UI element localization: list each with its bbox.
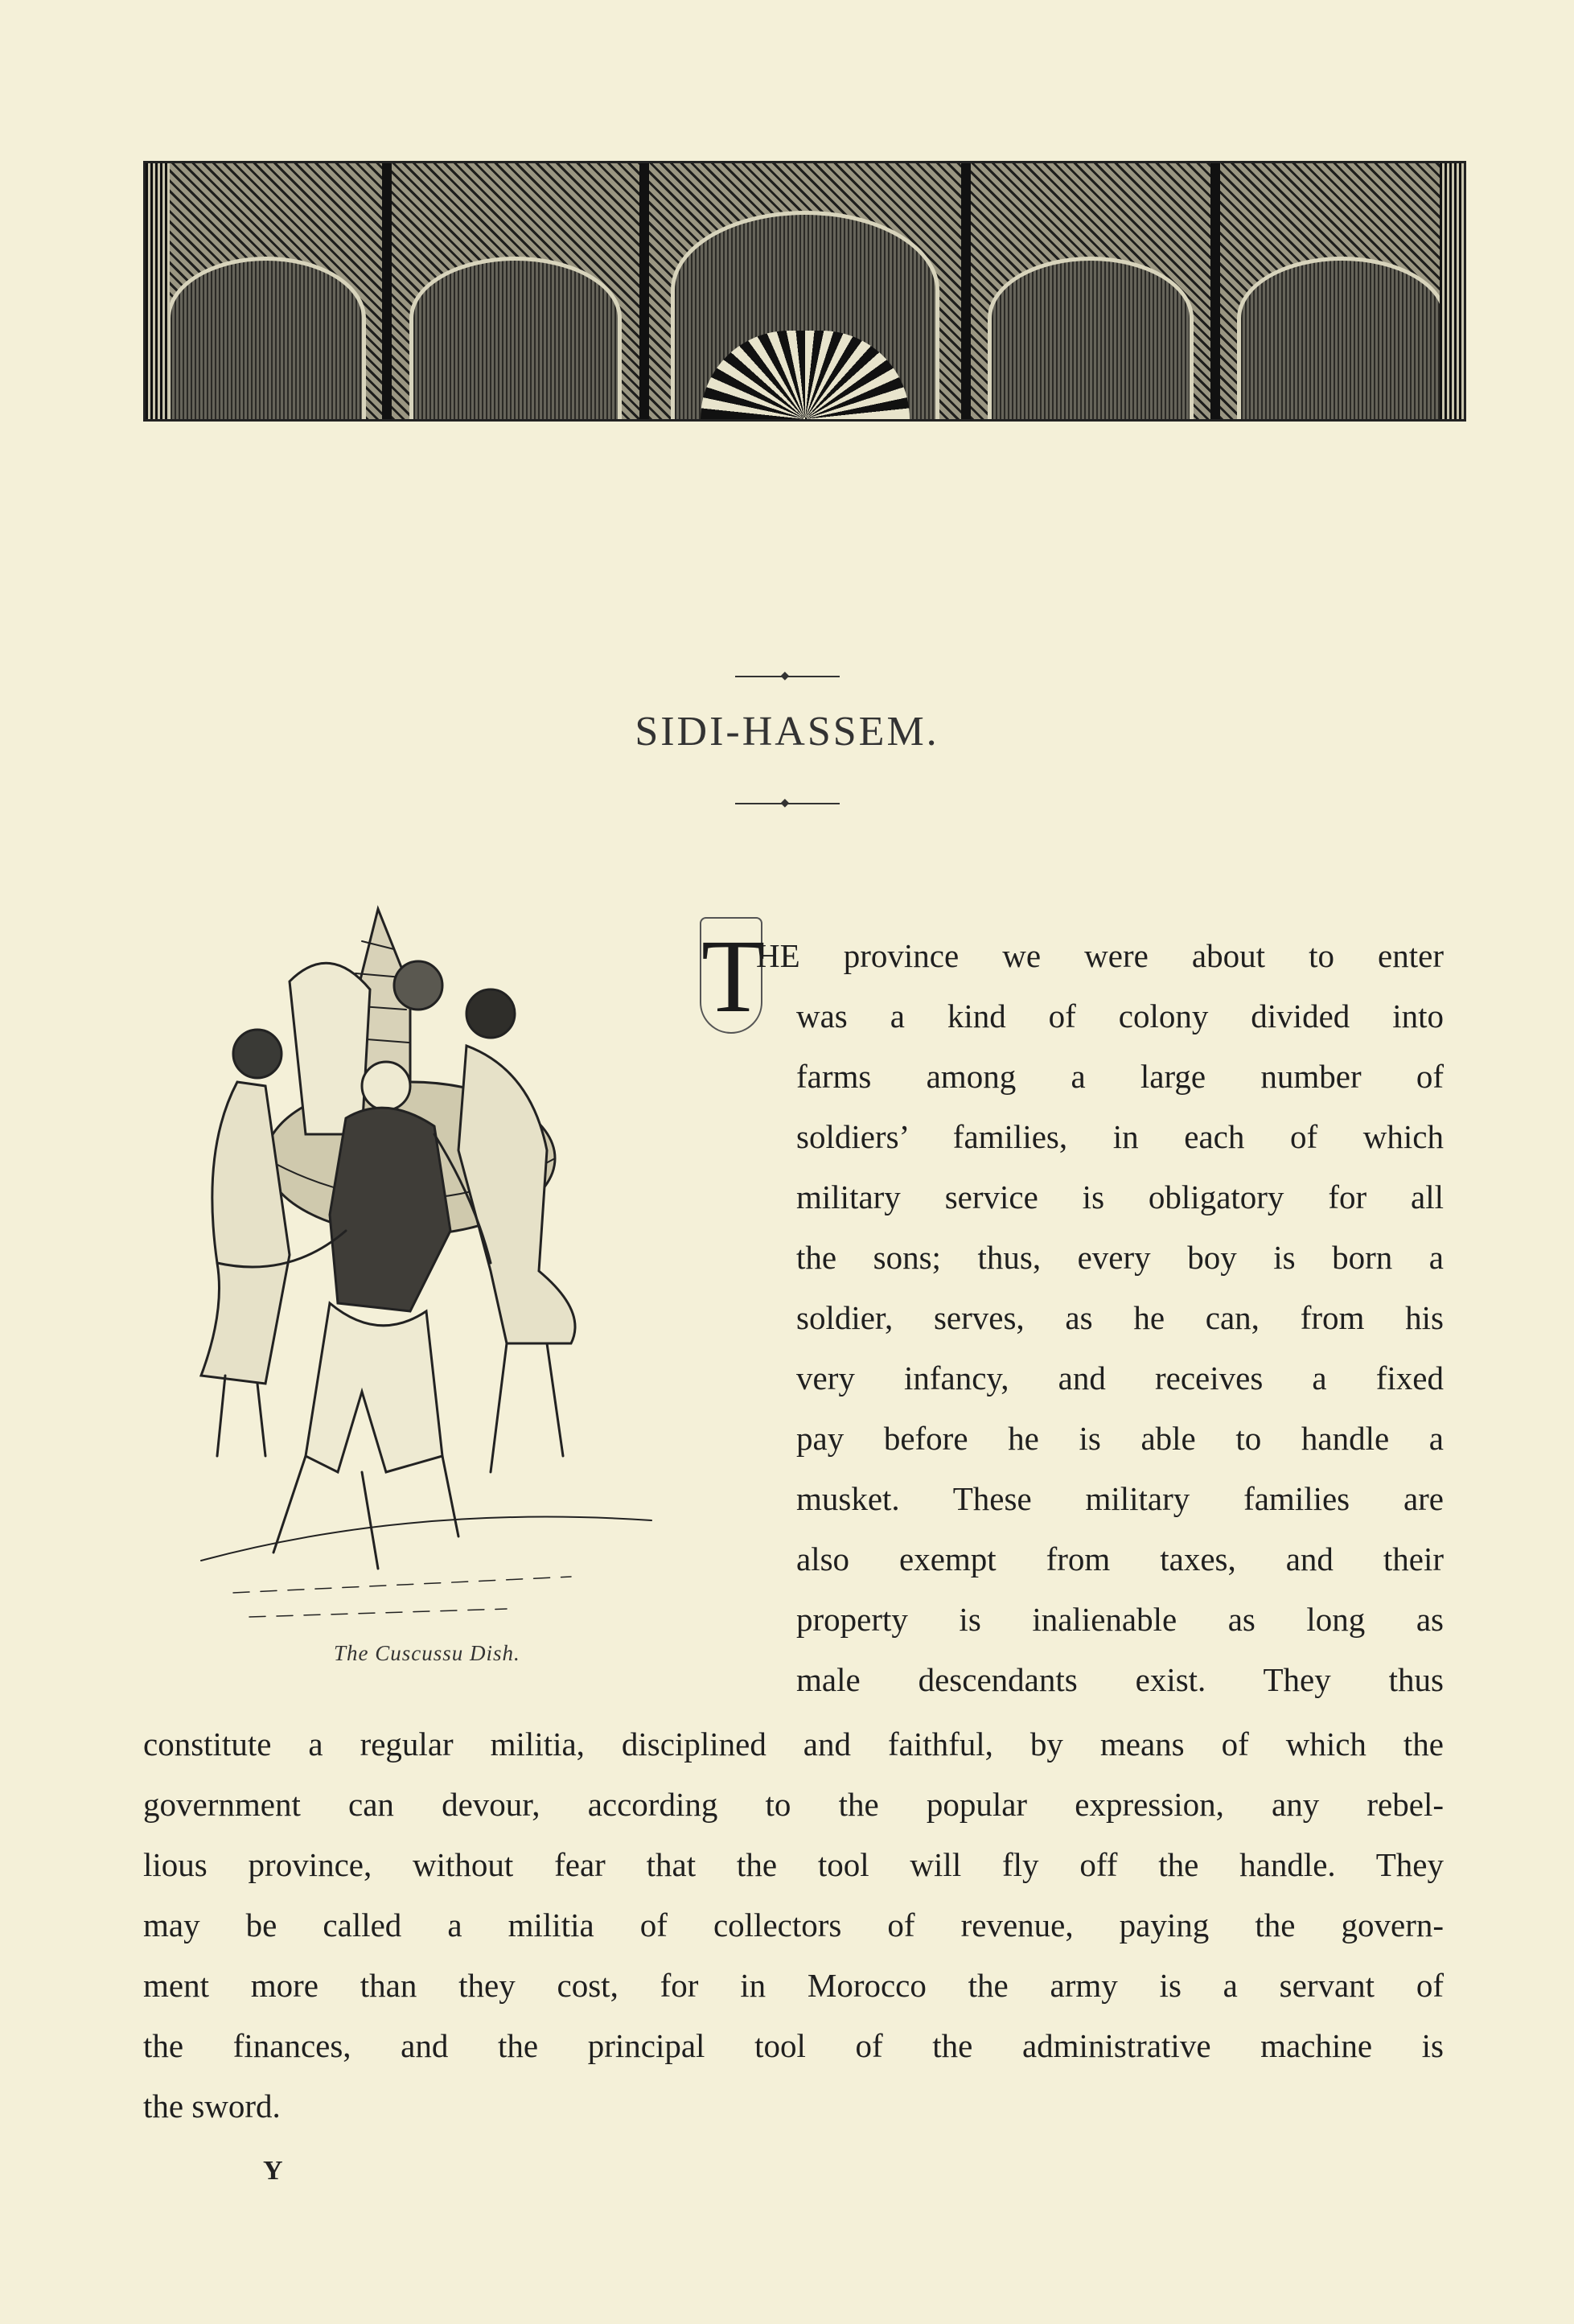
text-line: property is inalienable as long as	[796, 1601, 1444, 1638]
text-line: military service is obligatory for all	[796, 1178, 1444, 1215]
column	[146, 163, 170, 419]
ornamental-rule-bottom: ◆	[735, 803, 840, 804]
text-line: constitute a regular militia, disciplined and faithful, by means of which the	[143, 1726, 1444, 1763]
cuscussu-dish-illustration	[169, 893, 732, 1657]
central-arch-bay	[644, 163, 966, 419]
text-line: musket. These military families are	[796, 1480, 1444, 1517]
arch-bay	[966, 163, 1215, 419]
text-line: may be called a militia of collectors of revenue, paying the govern-	[143, 1907, 1444, 1944]
ornamental-rule-top: ◆	[735, 676, 840, 677]
header-engraving	[143, 161, 1466, 422]
arch-bay	[146, 163, 387, 419]
text-line: HE province we were about to enter	[756, 937, 1444, 974]
text-line: very infancy, and receives a fixed	[796, 1359, 1444, 1396]
text-line: soldier, serves, as he can, from his	[796, 1299, 1444, 1336]
text-line: farms among a large number of	[796, 1058, 1444, 1095]
arch-bay	[387, 163, 644, 419]
signature-mark: Y	[263, 2156, 283, 2186]
text-line: pay before he is able to handle a	[796, 1420, 1444, 1457]
chapter-title: SIDI-HASSEM.	[635, 709, 939, 755]
text-line: male descendants exist. They thus	[796, 1661, 1444, 1698]
text-line: also exempt from taxes, and their	[796, 1540, 1444, 1577]
text-line: the sons; thus, every boy is born a	[796, 1239, 1444, 1276]
text-line: soldiers’ families, in each of which	[796, 1118, 1444, 1155]
text-line: was a kind of colony divided into	[796, 997, 1444, 1034]
text-line: government can devour, according to the popular expression, any rebel-	[143, 1786, 1444, 1823]
text-line: the sword.	[143, 2087, 281, 2125]
text-line: lious province, without fear that the tool will fly off the handle. They	[143, 1846, 1444, 1883]
text-line: the finances, and the principal tool of the administrative machine is	[143, 2027, 1444, 2064]
arch-bay	[1215, 163, 1466, 419]
column	[1440, 163, 1464, 419]
drop-cap: T	[701, 919, 766, 1034]
text-line: ment more than they cost, for in Morocco the army is a servant of	[143, 1967, 1444, 2004]
illustration-caption: The Cuscussu Dish.	[334, 1641, 520, 1665]
